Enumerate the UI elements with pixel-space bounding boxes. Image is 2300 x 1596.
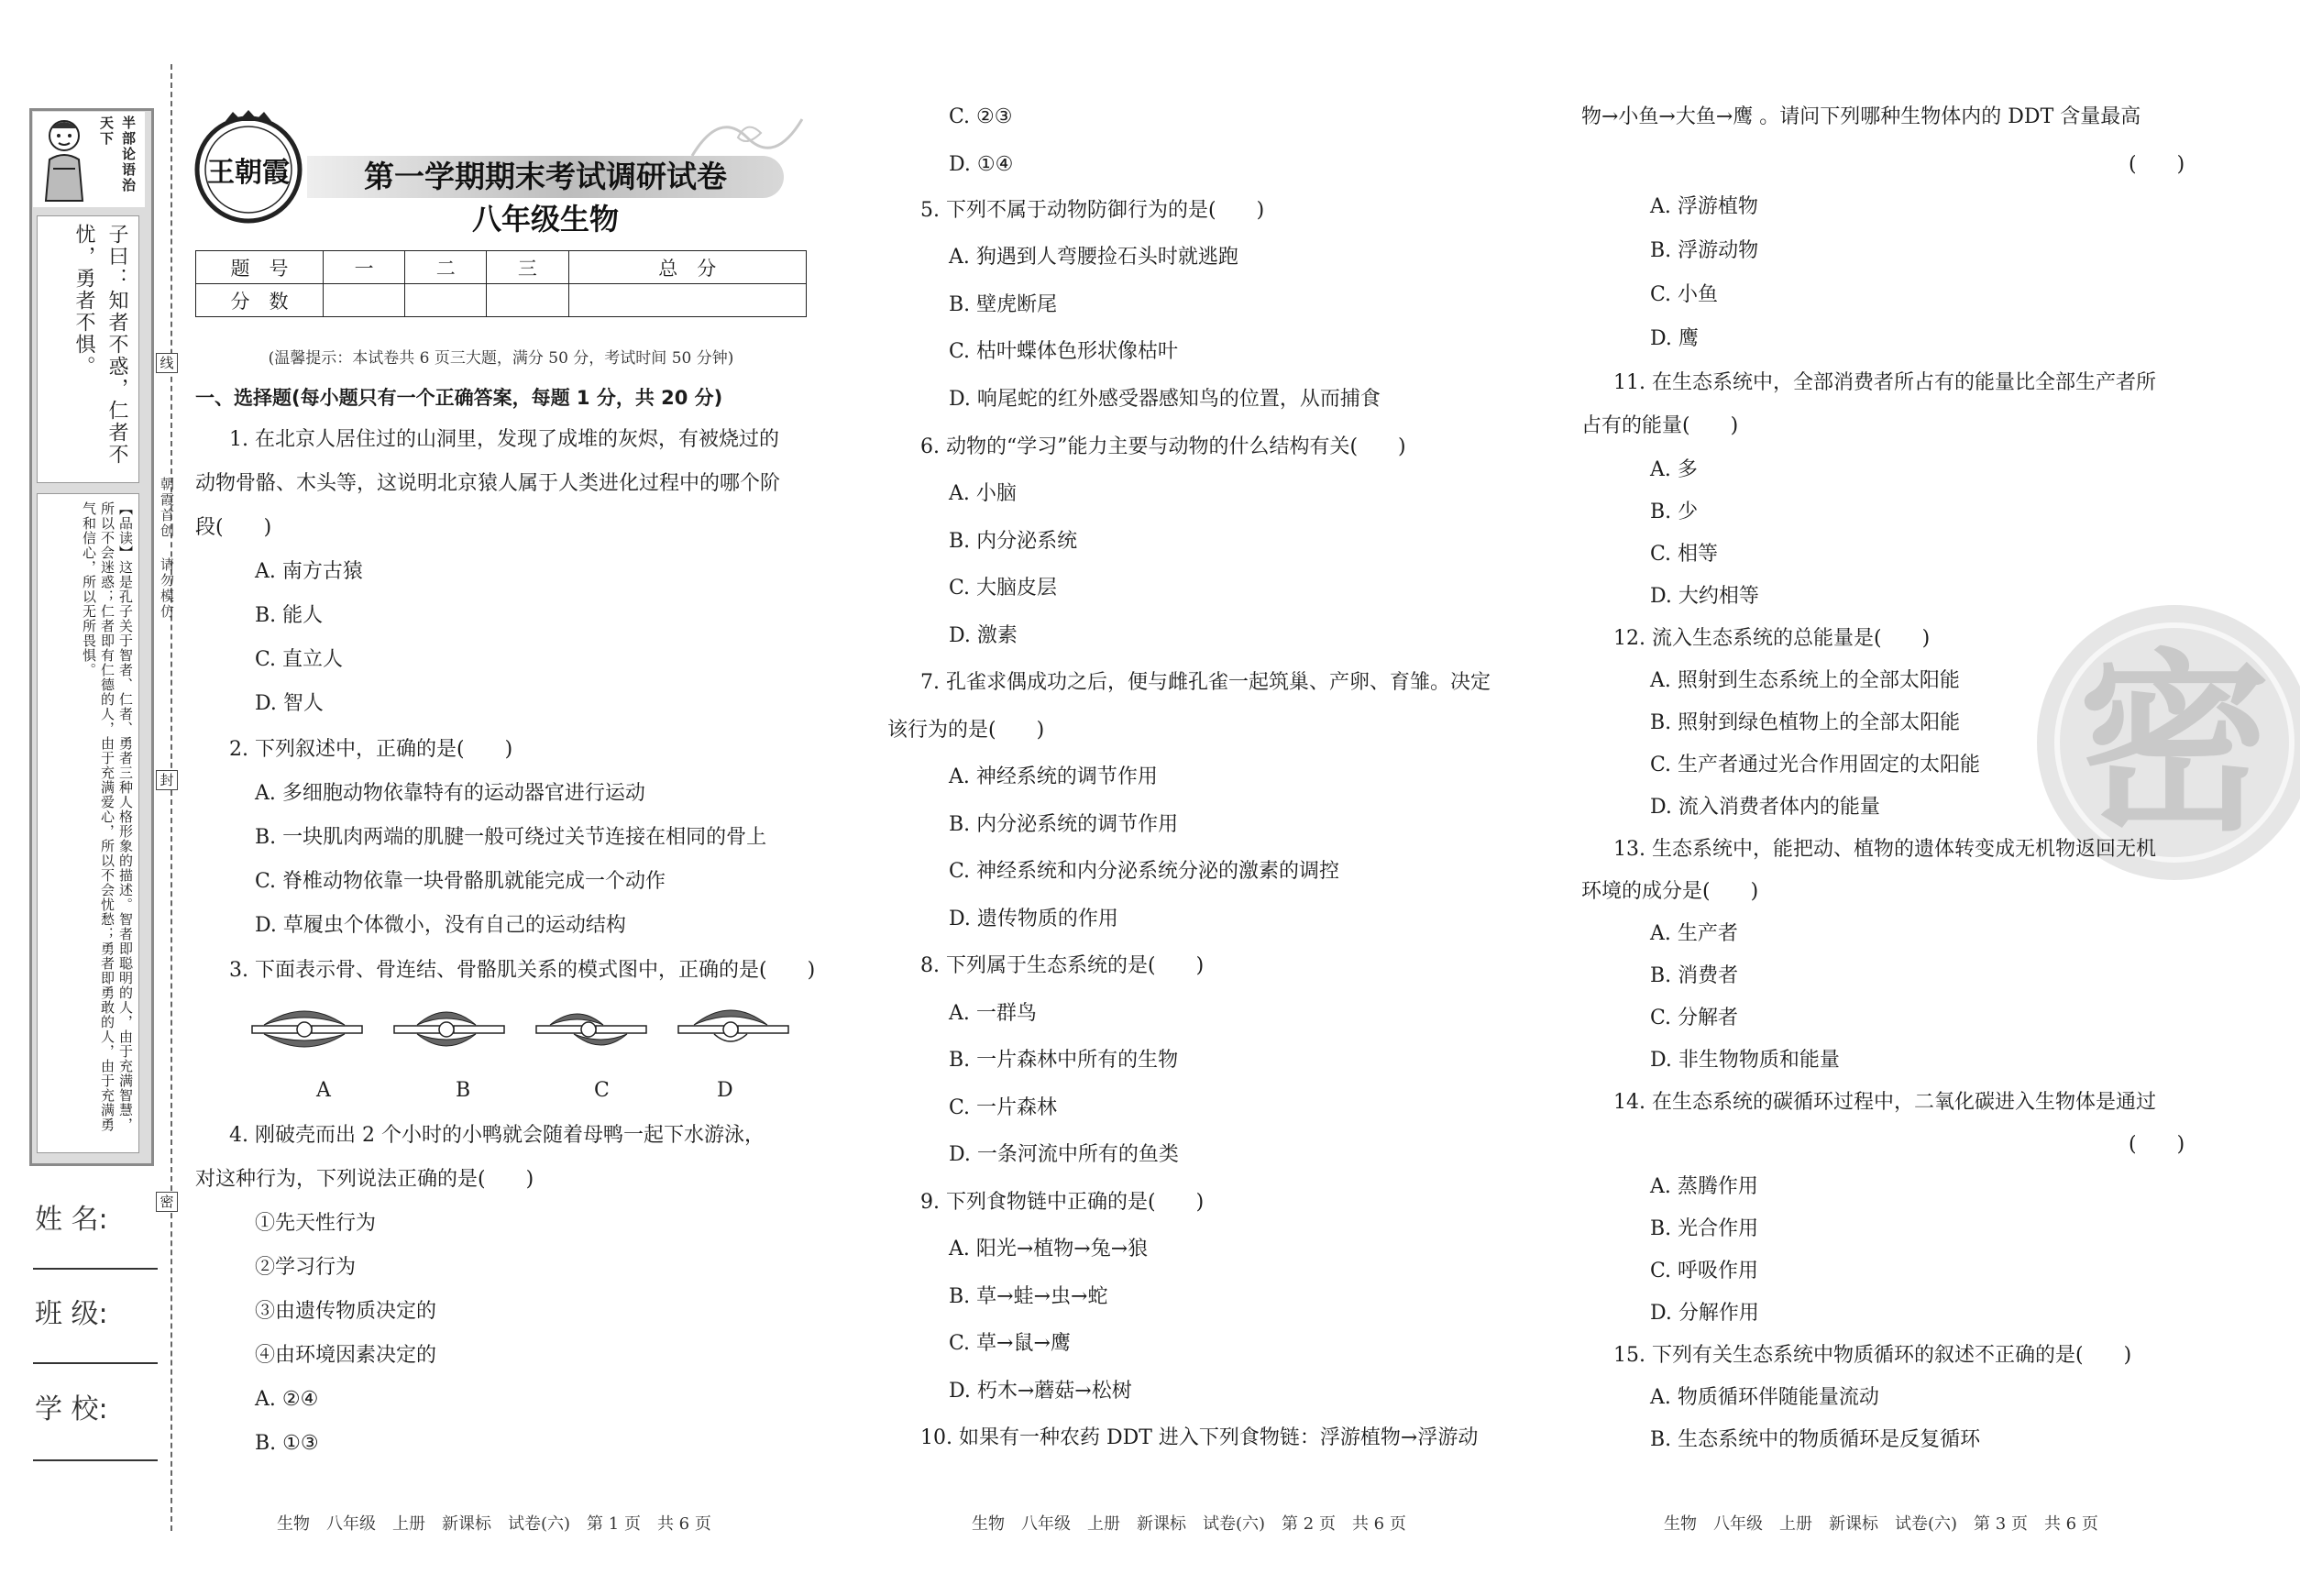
option[interactable]: B. 能人 [255, 604, 324, 627]
statement: ①先天性行为 [255, 1212, 377, 1235]
option[interactable]: C. 脊椎动物依靠一块骨骼肌就能完成一个动作 [255, 870, 666, 893]
diagram-b [394, 1012, 504, 1046]
option[interactable]: C. 一片森林 [949, 1096, 1058, 1119]
quote-text: 子曰：知者不惑，仁者不忧，勇者不惧。 [72, 224, 128, 466]
question-12: 12. 流入生态系统的总能量是( ) [1613, 627, 1931, 650]
option[interactable]: A. ②④ [255, 1388, 319, 1411]
class-label: 班 级: [35, 1298, 108, 1330]
score-table [195, 250, 807, 317]
option[interactable]: D. 草履虫个体微小，没有自己的运动结构 [255, 914, 626, 937]
seal-tag-secret: 密 [156, 1192, 178, 1212]
option[interactable]: D. 鹰 [1650, 327, 1699, 350]
option[interactable]: C. 枯叶蝶体色形状像枯叶 [949, 340, 1179, 363]
score-table-row [196, 251, 807, 284]
option[interactable]: D. 分解作用 [1650, 1302, 1759, 1325]
badge [33, 112, 145, 207]
option[interactable]: B. 内分泌系统 [949, 530, 1078, 553]
question-8: 8. 下列属于生态系统的是( ) [920, 954, 1205, 977]
option[interactable]: A. 浮游植物 [1650, 195, 1758, 218]
answer-paren: ( ) [2129, 1133, 2185, 1156]
question-13-line: 13. 生态系统中，能把动、植物的遗体转变成无机物返回无机 [1613, 838, 2156, 861]
confucius-figure-icon [37, 114, 92, 205]
diagram-d [678, 1010, 788, 1041]
diagram-c [536, 1014, 646, 1045]
page-title: 第一学期期末考试调研试卷 [364, 159, 727, 194]
question-2: 2. 下列叙述中，正确的是( ) [229, 738, 513, 761]
question-9: 9. 下列食物链中正确的是( ) [920, 1191, 1205, 1214]
score-cell: 题 号 [196, 251, 324, 284]
option[interactable]: D. 朽木→蘑菇→松树 [949, 1380, 1132, 1403]
option[interactable]: A. 多细胞动物依靠特有的运动器官进行运动 [255, 782, 645, 805]
option[interactable]: C. 大脑皮层 [949, 577, 1058, 600]
bone-joint-diagram [248, 999, 807, 1063]
score-cell: 三 [487, 251, 568, 284]
option[interactable]: A. 神经系统的调节作用 [949, 765, 1158, 788]
option[interactable]: D. 遗传物质的作用 [949, 908, 1118, 930]
option[interactable]: B. 草→蛙→虫→蛇 [949, 1285, 1108, 1308]
option[interactable]: A. 小脑 [949, 482, 1017, 505]
option[interactable]: A. 照射到生态系统上的全部太阳能 [1650, 669, 1960, 692]
option[interactable]: C. 分解者 [1650, 1007, 1739, 1029]
statement: ③由遗传物质决定的 [255, 1300, 437, 1323]
diagram-label: B [456, 1079, 471, 1102]
school-input-line[interactable] [33, 1459, 158, 1461]
question-10: 10. 如果有一种农药 DDT 进入下列食物链：浮游植物→浮游动 [920, 1426, 1479, 1449]
side-note: 朝霞首创 请勿模仿 [159, 477, 175, 620]
question-1-line: 段( ) [195, 516, 272, 539]
option[interactable]: C. 相等 [1650, 543, 1719, 566]
option[interactable]: A. 狗遇到人弯腰捡石头时就逃跑 [949, 246, 1238, 269]
answer-paren: ( ) [2129, 153, 2185, 176]
exam-hint: (温馨提示：本试卷共 6 页三大题，满分 50 分，考试时间 50 分钟) [268, 349, 734, 368]
score-input-cell[interactable] [568, 284, 806, 317]
score-input-cell[interactable] [405, 284, 487, 317]
score-cell: 总 分 [568, 251, 806, 284]
question-10-cont: 物→小鱼→大鱼→鹰 。请问下列哪种生物体内的 DDT 含量最高 [1581, 105, 2141, 128]
diagram-label: C [594, 1079, 610, 1102]
option[interactable]: B. 消费者 [1650, 964, 1739, 987]
score-input-cell[interactable] [487, 284, 568, 317]
option[interactable]: D. 激素 [949, 624, 1018, 647]
class-input-line[interactable] [33, 1362, 158, 1364]
option[interactable]: A. 蒸腾作用 [1650, 1175, 1758, 1198]
option[interactable]: B. ①③ [255, 1432, 319, 1455]
question-5: 5. 下列不属于动物防御行为的是( ) [920, 199, 1265, 222]
question-11-line: 11. 在生态系统中，全部消费者所占有的能量比全部生产者所 [1613, 371, 2156, 394]
pindu-box [37, 493, 139, 1153]
question-1-line: 1. 在北京人居住过的山洞里，发现了成堆的灰烬，有被烧过的 [229, 428, 779, 451]
question-4-line: 4. 刚破壳而出 2 个小时的小鸭就会随着母鸭一起下水游泳， [229, 1124, 765, 1147]
option[interactable]: C. 小鱼 [1650, 283, 1719, 306]
page-subtitle: 八年级生物 [471, 202, 619, 237]
seal-tag-line: 线 [156, 353, 178, 373]
option[interactable]: C. ②③ [949, 105, 1013, 128]
option[interactable]: B. 壁虎断尾 [949, 293, 1058, 316]
diagram-label: D [717, 1079, 733, 1102]
option[interactable]: B. 生态系统中的物质循环是反复循环 [1650, 1428, 1981, 1451]
option[interactable]: B. 光合作用 [1650, 1217, 1759, 1240]
name-label: 姓 名: [35, 1204, 108, 1236]
option[interactable]: A. 物质循环伴随能量流动 [1650, 1386, 1879, 1409]
option[interactable]: D. 响尾蛇的红外感受器感知鸟的位置，从而捕食 [949, 388, 1381, 411]
score-cell: 一 [324, 251, 405, 284]
option[interactable]: D. 流入消费者体内的能量 [1650, 796, 1880, 819]
option[interactable]: C. 生产者通过光合作用固定的太阳能 [1650, 754, 1981, 776]
question-14: 14. 在生态系统的碳循环过程中，二氧化碳进入生物体是通过 [1613, 1091, 2156, 1114]
option[interactable]: A. 南方古猿 [255, 560, 363, 583]
badge-text: 半部论语治天下 [98, 116, 137, 193]
page-footer-3: 生物 八年级 上册 新课标 试卷(六) 第 3 页 共 6 页 [1664, 1514, 2098, 1534]
question-15: 15. 下列有关生态系统中物质循环的叙述不正确的是( ) [1613, 1344, 2132, 1367]
option[interactable]: A. 多 [1650, 458, 1698, 481]
statement: ④由环境因素决定的 [255, 1344, 437, 1367]
page-footer-1: 生物 八年级 上册 新课标 试卷(六) 第 1 页 共 6 页 [277, 1514, 711, 1534]
option[interactable]: D. ①④ [949, 153, 1014, 176]
option[interactable]: B. 内分泌系统的调节作用 [949, 813, 1179, 836]
question-13-line: 环境的成分是( ) [1581, 880, 1759, 903]
option[interactable]: A. 一群鸟 [949, 1002, 1037, 1025]
school-label: 学 校: [35, 1393, 108, 1425]
binding-line [171, 64, 172, 1531]
pindu-text: 【品读】这是孔子关于智者、仁者、勇者三种人格形象的描述。智者即聪明的人，由于充满智慧，所以不会迷惑；仁者即有仁德的人，由于充满爱心，所以不会忧愁；勇者即勇敢的人，由于充满勇气和信心，所以无所畏惧。 [81, 501, 134, 1132]
score-table-row [196, 284, 807, 317]
option[interactable]: D. 大约相等 [1650, 585, 1759, 608]
question-1-line: 动物骨骼、木头等，这说明北京猿人属于人类进化过程中的哪个阶 [195, 472, 781, 495]
seal-char: 密 [2077, 633, 2272, 857]
option[interactable]: D. 非生物物质和能量 [1650, 1049, 1840, 1072]
option[interactable]: B. 一片森林中所有的生物 [949, 1049, 1179, 1072]
score-input-cell[interactable] [324, 284, 405, 317]
score-cell: 二 [405, 251, 487, 284]
option[interactable]: C. 直立人 [255, 648, 344, 671]
score-cell: 分 数 [196, 284, 324, 317]
section-heading: 一、选择题(每小题只有一个正确答案，每题 1 分，共 20 分) [195, 387, 723, 409]
option[interactable]: C. 神经系统和内分泌系统分泌的激素的调控 [949, 860, 1340, 883]
option[interactable]: B. 浮游动物 [1650, 239, 1759, 262]
question-11-line: 占有的能量( ) [1581, 414, 1739, 437]
option[interactable]: B. 照射到绿色植物上的全部太阳能 [1650, 711, 1961, 734]
question-6: 6. 动物的“学习”能力主要与动物的什么结构有关( ) [920, 435, 1406, 458]
option[interactable]: D. 智人 [255, 692, 324, 715]
seal-tag-seal: 封 [156, 770, 178, 790]
page-footer-2: 生物 八年级 上册 新课标 试卷(六) 第 2 页 共 6 页 [972, 1514, 1406, 1534]
logo-text: 王朝霞 [207, 157, 290, 189]
quote-box [37, 215, 139, 483]
option[interactable]: A. 生产者 [1650, 922, 1738, 945]
diagram-label: A [316, 1079, 331, 1102]
option[interactable]: C. 呼吸作用 [1650, 1260, 1759, 1282]
option[interactable]: C. 草→鼠→鹰 [949, 1332, 1071, 1355]
option[interactable]: B. 一块肌肉两端的肌腱一般可绕过关节连接在相同的骨上 [255, 826, 767, 849]
question-4-line: 对这种行为，下列说法正确的是( ) [195, 1168, 534, 1191]
name-input-line[interactable] [33, 1268, 158, 1270]
option[interactable]: D. 一条河流中所有的鱼类 [949, 1143, 1179, 1166]
option[interactable]: A. 阳光→植物→兔→狼 [949, 1238, 1149, 1260]
question-7-line: 该行为的是( ) [887, 719, 1045, 742]
question-7-line: 7. 孔雀求偶成功之后，便与雌孔雀一起筑巢、产卵、育雏。决定 [920, 671, 1491, 694]
diagram-a [252, 1011, 362, 1047]
statement: ②学习行为 [255, 1256, 357, 1279]
brand-logo [189, 108, 308, 227]
option[interactable]: B. 少 [1650, 501, 1699, 523]
question-3: 3. 下面表示骨、骨连结、骨骼肌关系的模式图中，正确的是( ) [229, 959, 816, 982]
